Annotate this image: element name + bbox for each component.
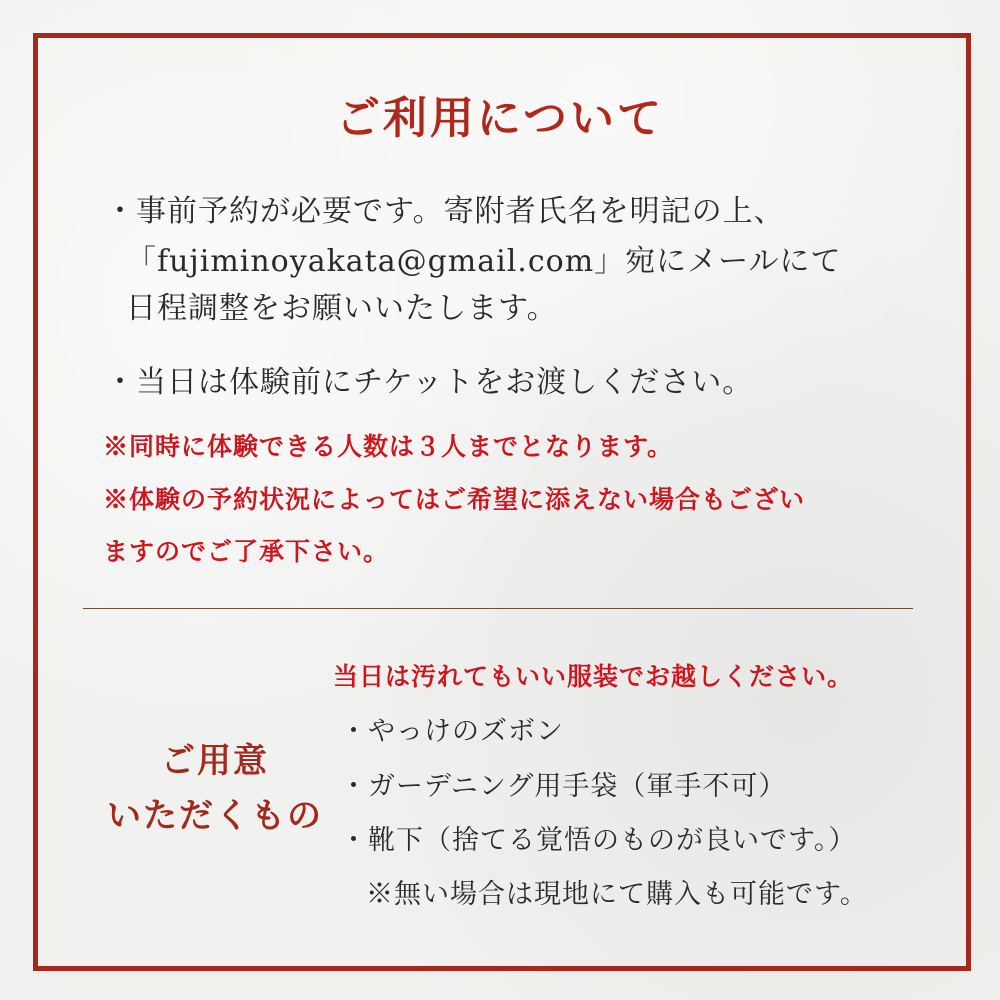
prepare-note: 当日は汚れてもいい服装でお越しください。 <box>333 662 854 691</box>
note-capacity: ※同時に体験できる人数は３人までとなります。 <box>103 432 674 461</box>
section-divider <box>83 608 913 609</box>
prepare-item-pants: ・やっけのズボン <box>340 716 564 747</box>
prepare-heading-line1: ご用意 <box>161 741 269 781</box>
usage-line-schedule: 日程調整をお願いいたします。 <box>126 291 558 326</box>
note-availability: ※体験の予約状況によってはご希望に添えない場合もござい <box>103 485 806 514</box>
usage-line-email: 「fujiminoyakata@gmail.com」宛にメールにて <box>126 244 842 279</box>
prepare-item-gloves: ・ガーデニング用手袋（軍手不可） <box>340 771 787 802</box>
usage-line-ticket: ・当日は体験前にチケットをお渡しください。 <box>105 365 754 400</box>
page-title: ご利用について <box>335 93 665 144</box>
prepare-item-purchase-note: ※無い場合は現地にて購入も可能です。 <box>366 879 868 910</box>
prepare-item-socks: ・靴下（捨てる覚悟のものが良いです。） <box>340 825 857 856</box>
usage-line-reservation: ・事前予約が必要です。寄附者氏名を明記の上、 <box>105 194 785 229</box>
prepare-heading-line2: いただくもの <box>107 796 323 836</box>
note-availability-cont: ますのでご了承下さい。 <box>103 537 390 566</box>
